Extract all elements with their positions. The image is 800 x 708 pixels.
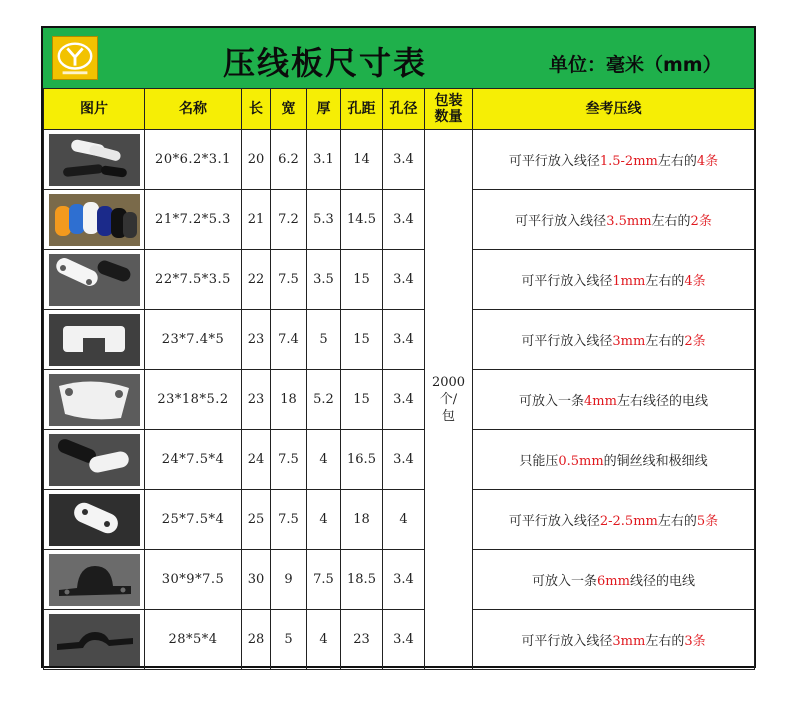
reference-text: 可平行放入线径 bbox=[508, 514, 600, 529]
length-cell: 28 bbox=[242, 610, 271, 670]
reference-text: 可平行放入线径 bbox=[521, 334, 613, 349]
hole-distance-cell: 14 bbox=[341, 130, 383, 190]
table-row bbox=[44, 610, 755, 670]
header-length: 长 bbox=[242, 89, 271, 130]
reference-text: 可平行放入线径 bbox=[508, 154, 600, 169]
thickness-cell: 3.5 bbox=[307, 250, 341, 310]
photo-cell bbox=[44, 250, 145, 310]
reference-highlight: 3.5mm bbox=[606, 214, 652, 229]
reference-highlight: 2条 bbox=[690, 214, 712, 229]
white-wide-clip-photo bbox=[49, 374, 140, 426]
thickness-cell: 3.1 bbox=[307, 130, 341, 190]
header-hole-diameter: 孔径 bbox=[383, 89, 425, 130]
width-cell: 7.5 bbox=[271, 250, 307, 310]
table-row bbox=[44, 490, 755, 550]
hole-diameter-cell: 3.4 bbox=[383, 430, 425, 490]
reference-text: 左右的 bbox=[645, 334, 685, 349]
photo-cell bbox=[44, 610, 145, 670]
thickness-cell: 4 bbox=[307, 490, 341, 550]
white-clip-photo bbox=[49, 314, 140, 366]
length-cell: 22 bbox=[242, 250, 271, 310]
name-cell: 30*9*7.5 bbox=[145, 550, 242, 610]
size-table bbox=[43, 88, 755, 670]
reference-cell bbox=[473, 250, 755, 310]
reference-highlight: 3mm bbox=[612, 634, 646, 649]
packaging-line1: 2000 bbox=[431, 375, 466, 390]
packaging-cell bbox=[425, 130, 473, 670]
reference-text: 左右的 bbox=[651, 214, 691, 229]
name-cell: 25*7.5*4 bbox=[145, 490, 242, 550]
header-photo: 图片 bbox=[44, 89, 145, 130]
photo-cell bbox=[44, 550, 145, 610]
hole-diameter-cell: 3.4 bbox=[383, 610, 425, 670]
yu-logo-icon bbox=[52, 36, 98, 80]
reference-text: 左右的 bbox=[657, 514, 697, 529]
photo-cell bbox=[44, 430, 145, 490]
reference-highlight: 2条 bbox=[684, 334, 706, 349]
hole-diameter-cell: 4 bbox=[383, 490, 425, 550]
hole-distance-cell: 18.5 bbox=[341, 550, 383, 610]
table-row bbox=[44, 310, 755, 370]
reference-cell bbox=[473, 370, 755, 430]
length-cell: 21 bbox=[242, 190, 271, 250]
reference-cell bbox=[473, 430, 755, 490]
name-cell: 23*18*5.2 bbox=[145, 370, 242, 430]
hole-distance-cell: 18 bbox=[341, 490, 383, 550]
reference-highlight: 1.5-2mm bbox=[599, 154, 658, 169]
hole-diameter-cell: 3.4 bbox=[383, 250, 425, 310]
photo-cell bbox=[44, 190, 145, 250]
table-header-row bbox=[44, 89, 755, 130]
header-packaging bbox=[425, 89, 473, 130]
length-cell: 23 bbox=[242, 310, 271, 370]
thickness-cell: 4 bbox=[307, 430, 341, 490]
reference-highlight: 5条 bbox=[696, 514, 719, 529]
reference-cell bbox=[473, 610, 755, 670]
reference-highlight: 4条 bbox=[684, 274, 706, 289]
table-row bbox=[44, 250, 755, 310]
length-cell: 25 bbox=[242, 490, 271, 550]
thickness-cell: 5.2 bbox=[307, 370, 341, 430]
header-thickness: 厚 bbox=[307, 89, 341, 130]
reference-text: 左右线径的电线 bbox=[616, 394, 708, 409]
header-reference: 叁考压线 bbox=[473, 89, 755, 130]
table-row bbox=[44, 190, 755, 250]
black-bridge-clip-photo bbox=[49, 614, 140, 666]
thickness-cell: 5 bbox=[307, 310, 341, 370]
table-row bbox=[44, 430, 755, 490]
length-cell: 30 bbox=[242, 550, 271, 610]
reference-text: 的铜丝线和极细线 bbox=[603, 454, 708, 469]
name-cell: 22*7.5*3.5 bbox=[145, 250, 242, 310]
header-name: 名称 bbox=[145, 89, 242, 130]
reference-cell bbox=[473, 130, 755, 190]
hole-distance-cell: 16.5 bbox=[341, 430, 383, 490]
reference-text: 可放入一条 bbox=[532, 574, 598, 589]
photo-cell bbox=[44, 490, 145, 550]
thickness-cell: 4 bbox=[307, 610, 341, 670]
photo-cell bbox=[44, 130, 145, 190]
black-and-white-clip-photo bbox=[49, 134, 140, 186]
name-cell: 20*6.2*3.1 bbox=[145, 130, 242, 190]
reference-highlight: 3条 bbox=[684, 634, 706, 649]
page-title: 压线板尺寸表 bbox=[223, 44, 428, 82]
white-flat-clip-photo bbox=[49, 494, 140, 546]
reference-cell bbox=[473, 490, 755, 550]
packaging-line2: 个/ bbox=[439, 392, 458, 407]
reference-text: 可平行放入线径 bbox=[521, 274, 613, 289]
reference-text: 可放入一条 bbox=[519, 394, 585, 409]
hole-distance-cell: 14.5 bbox=[341, 190, 383, 250]
black-and-white-clips-photo bbox=[49, 434, 140, 486]
width-cell: 7.5 bbox=[271, 490, 307, 550]
name-cell: 23*7.4*5 bbox=[145, 310, 242, 370]
unit-label: 单位：毫米（mm） bbox=[549, 54, 722, 76]
hole-diameter-cell: 3.4 bbox=[383, 310, 425, 370]
table-row bbox=[44, 550, 755, 610]
hole-distance-cell: 23 bbox=[341, 610, 383, 670]
reference-text: 左右的 bbox=[645, 274, 685, 289]
hole-distance-cell: 15 bbox=[341, 370, 383, 430]
hole-diameter-cell: 3.4 bbox=[383, 550, 425, 610]
reference-highlight: 3mm bbox=[612, 334, 646, 349]
hole-distance-cell: 15 bbox=[341, 250, 383, 310]
reference-text: 可平行放入线径 bbox=[521, 634, 613, 649]
packaging-line3: 包 bbox=[441, 409, 455, 424]
width-cell: 9 bbox=[271, 550, 307, 610]
width-cell: 7.4 bbox=[271, 310, 307, 370]
length-cell: 23 bbox=[242, 370, 271, 430]
reference-text: 可平行放入线径 bbox=[515, 214, 607, 229]
header-width: 宽 bbox=[271, 89, 307, 130]
length-cell: 20 bbox=[242, 130, 271, 190]
reference-highlight: 4mm bbox=[584, 394, 617, 409]
reference-text: 左右的 bbox=[645, 634, 685, 649]
name-cell: 24*7.5*4 bbox=[145, 430, 242, 490]
reference-highlight: 0.5mm bbox=[558, 454, 604, 469]
reference-highlight: 6mm bbox=[597, 574, 630, 589]
width-cell: 5 bbox=[271, 610, 307, 670]
photo-cell bbox=[44, 370, 145, 430]
reference-cell bbox=[473, 550, 755, 610]
hole-diameter-cell: 3.4 bbox=[383, 130, 425, 190]
table-row bbox=[44, 130, 755, 190]
reference-text: 只能压 bbox=[519, 454, 559, 469]
reference-cell bbox=[473, 310, 755, 370]
hole-diameter-cell: 3.4 bbox=[383, 190, 425, 250]
hole-diameter-cell: 3.4 bbox=[383, 370, 425, 430]
width-cell: 18 bbox=[271, 370, 307, 430]
reference-highlight: 4条 bbox=[696, 154, 719, 169]
hole-distance-cell: 15 bbox=[341, 310, 383, 370]
title-bar bbox=[43, 28, 754, 90]
reference-cell bbox=[473, 190, 755, 250]
colorful-clips-photo bbox=[49, 194, 140, 246]
reference-text: 左右的 bbox=[657, 154, 697, 169]
header-hole-distance: 孔距 bbox=[341, 89, 383, 130]
white-and-black-clip-photo bbox=[49, 254, 140, 306]
name-cell: 21*7.2*5.3 bbox=[145, 190, 242, 250]
width-cell: 7.5 bbox=[271, 430, 307, 490]
thickness-cell: 5.3 bbox=[307, 190, 341, 250]
header-packaging-line1: 包装 bbox=[434, 93, 463, 109]
width-cell: 7.2 bbox=[271, 190, 307, 250]
header-packaging-line2: 数量 bbox=[434, 109, 463, 125]
length-cell: 24 bbox=[242, 430, 271, 490]
width-cell: 6.2 bbox=[271, 130, 307, 190]
photo-cell bbox=[44, 310, 145, 370]
size-table-sheet bbox=[41, 26, 756, 668]
name-cell: 28*5*4 bbox=[145, 610, 242, 670]
reference-highlight: 2-2.5mm bbox=[599, 514, 658, 529]
reference-text: 线径的电线 bbox=[629, 574, 695, 589]
black-arch-clip-photo bbox=[49, 554, 140, 606]
thickness-cell: 7.5 bbox=[307, 550, 341, 610]
table-row bbox=[44, 370, 755, 430]
reference-highlight: 1mm bbox=[612, 274, 646, 289]
